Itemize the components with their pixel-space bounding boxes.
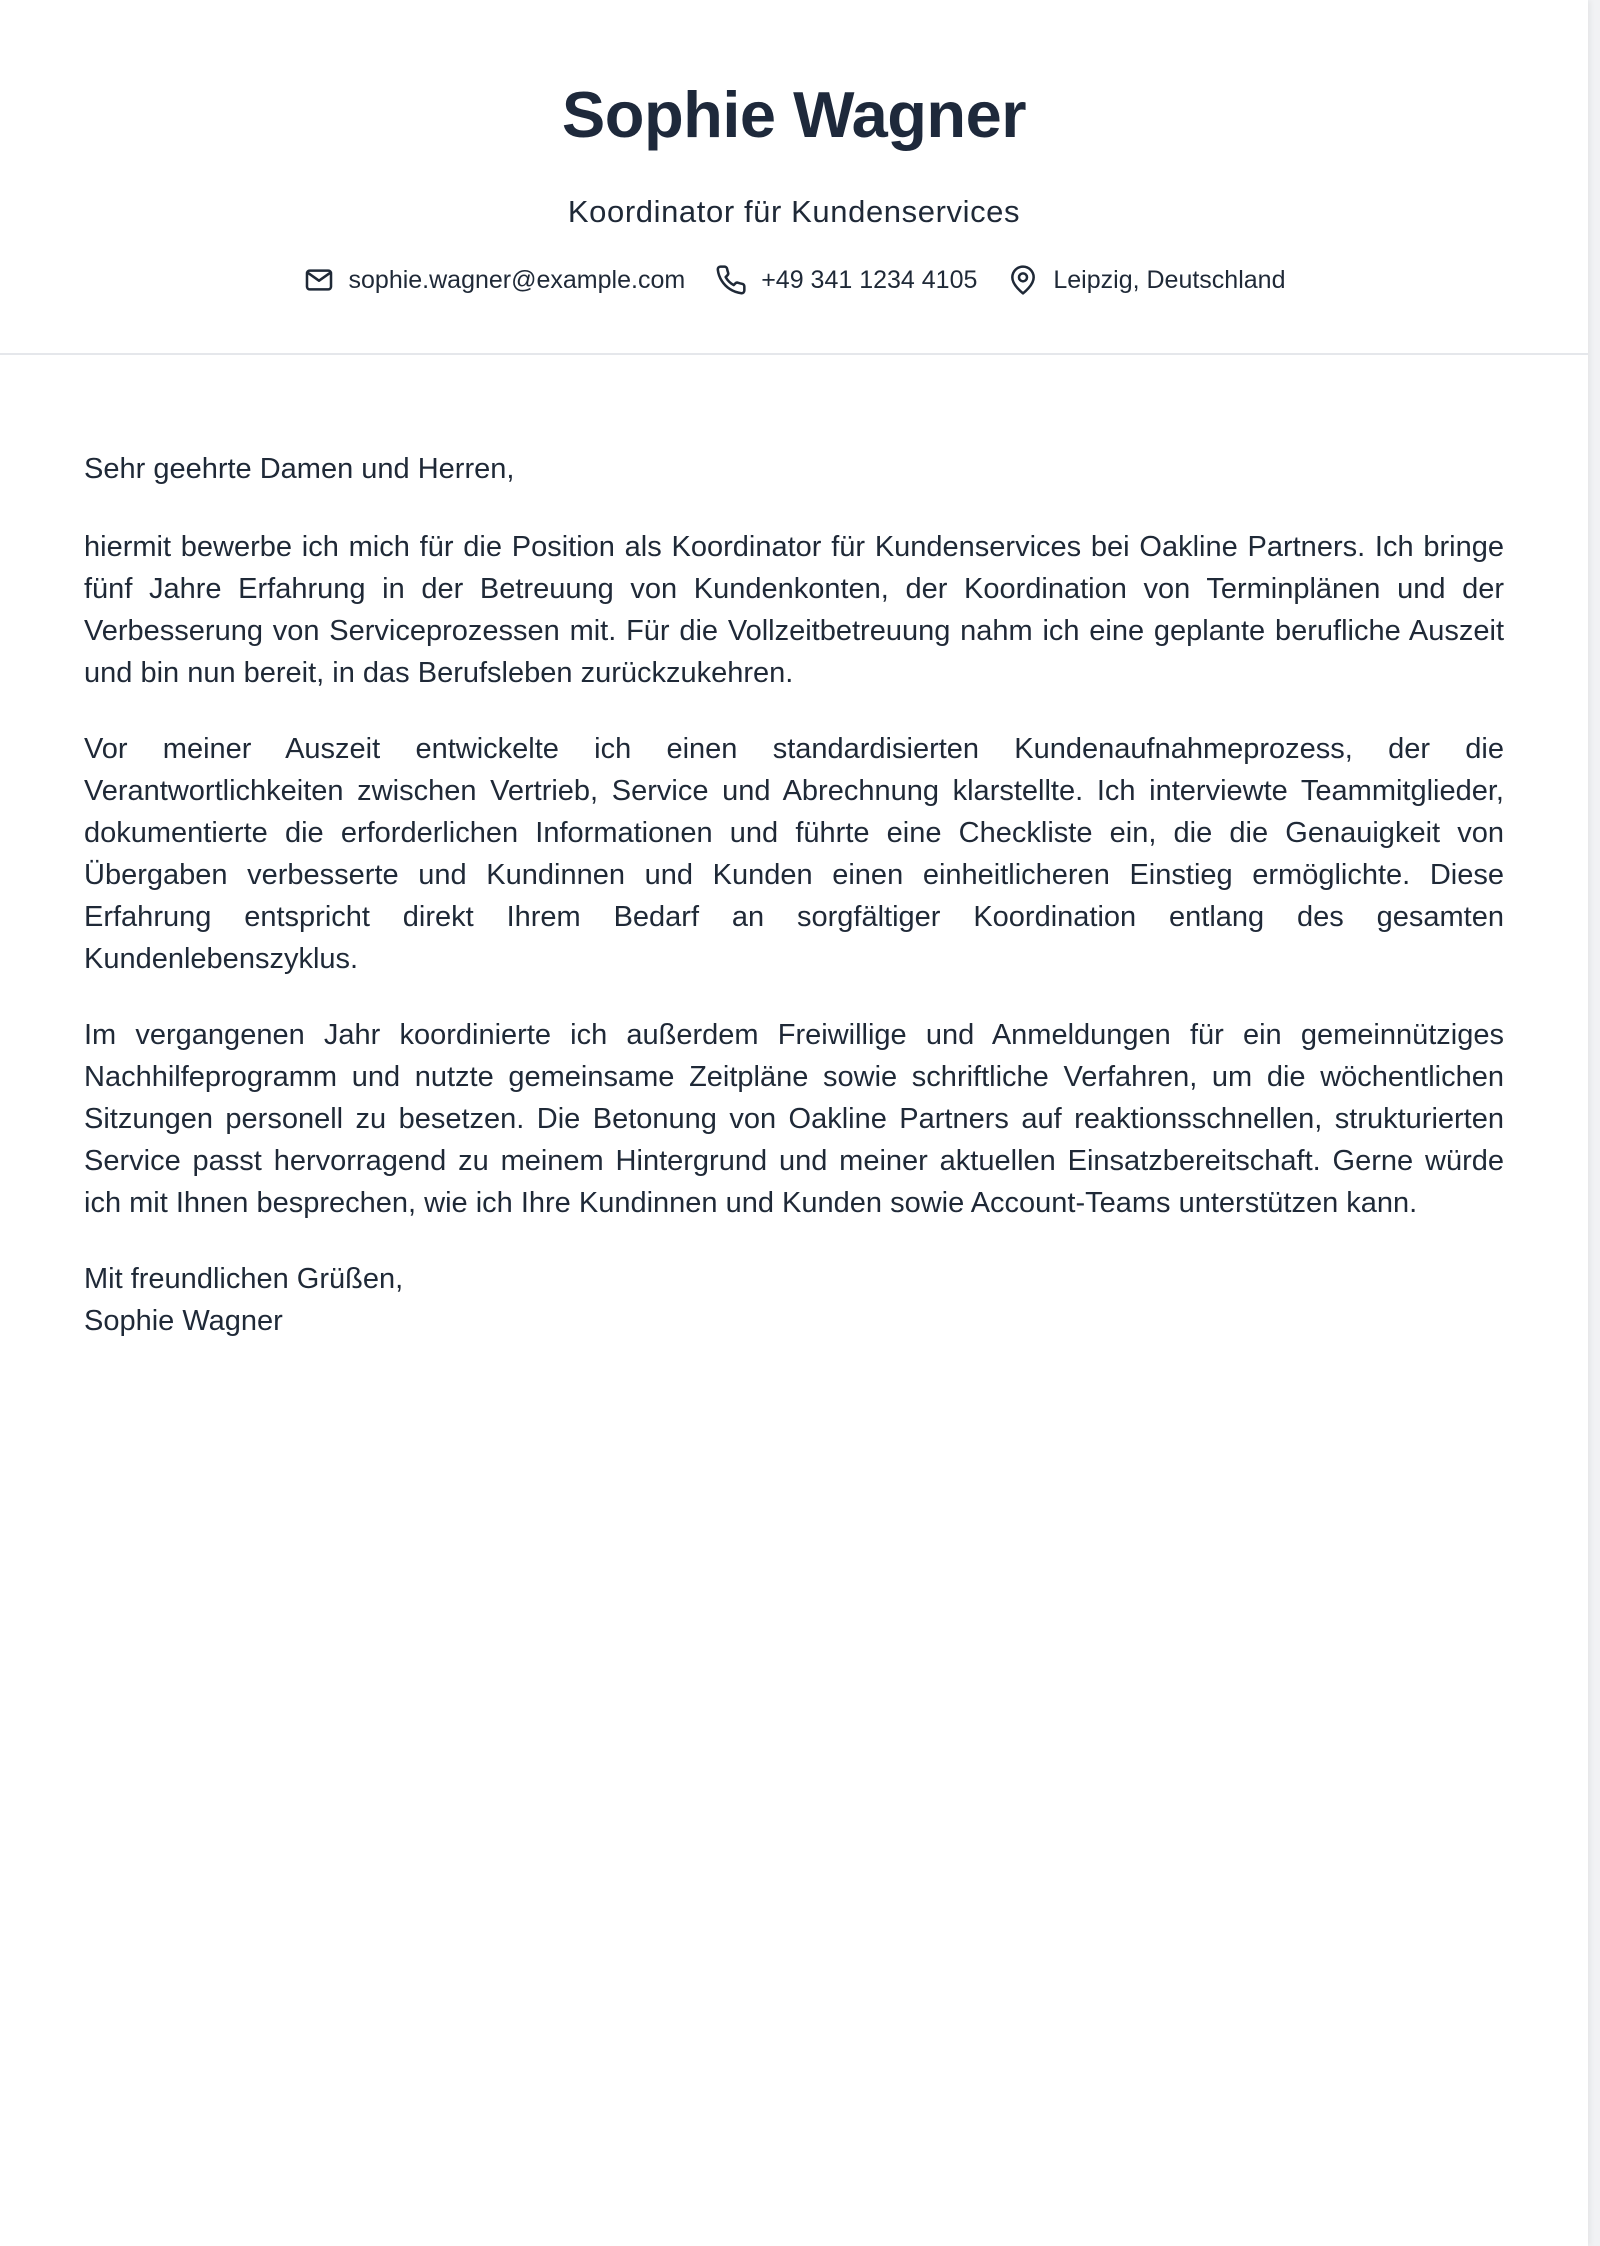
contact-info — [0, 262, 1588, 298]
email-text[interactable]: sophie.wagner@example.com — [348, 266, 686, 294]
applicant-name: Sophie Wagner — [561, 78, 1027, 151]
phone-icon — [715, 264, 747, 296]
letter-header — [0, 0, 1588, 355]
closing: Mit freundlichen Grüßen, — [84, 1263, 404, 1295]
paragraph-1: hiermit bewerbe ich mich für die Position als Koordinator für Kundenservices bei Oakline Partners. Ich bringe fünf Jahre Erfahrung in der Betreuung von Kundenkonten, der Koordination von Terminplänen und der Verbesserung von Serviceprozessen mit. Für die Vollzeitbetreuung nahm ich eine geplante berufliche Auszeit und bin nun bereit, in das Berufsleben zurückzukehren. — [84, 531, 1504, 689]
signature: Sophie Wagner — [84, 1305, 283, 1337]
contact-email[interactable] — [303, 262, 686, 298]
contact-phone[interactable] — [715, 262, 977, 298]
mail-icon — [303, 264, 335, 296]
salutation: Sehr geehrte Damen und Herren, — [84, 453, 515, 485]
contact-location — [1007, 262, 1285, 298]
location-text: Leipzig, Deutschland — [1053, 266, 1286, 294]
map-pin-icon — [1007, 264, 1039, 296]
phone-text[interactable]: +49 341 1234 4105 — [761, 266, 978, 294]
letter-body — [84, 448, 1504, 1342]
paragraph-3: Im vergangenen Jahr koordinierte ich außerdem Freiwillige und Anmeldungen für ein gemeinnütziges Nachhilfeprogramm und nutzte gemeinsame Zeitpläne sowie schriftliche Verfahren, um die wöchentlichen Sitzungen personell zu besetzen. Die Betonung von Oakline Partners auf reaktionsschnellen, strukturierten Service passt hervorragend zu meinem Hintergrund und meiner aktuellen Einsatzbereitschaft. Gerne würde ich mit Ihnen besprechen, wie ich Ihre Kundinnen und Kunden sowie Account-Teams unterstützen kann. — [84, 1019, 1504, 1219]
job-title: Koordinator für Kundenservices — [567, 194, 1021, 229]
paragraph-2: Vor meiner Auszeit entwickelte ich einen standardisierten Kundenaufnahmeprozess, der die Verantwortlichkeiten zwischen Vertrieb, Service und Abrechnung klarstellte. Ich interviewte Teammitglieder, dokumentierte die erforderlichen Informationen und führte eine Checkliste ein, die die Genauigkeit von Übergaben verbesserte und Kundinnen und Kunden einen einheitlicheren Einstieg ermöglichte. Diese Erfahrung entspricht direkt Ihrem Bedarf an sorgfältiger Koordination entlang des gesamten Kundenlebenszyklus. — [84, 733, 1504, 975]
